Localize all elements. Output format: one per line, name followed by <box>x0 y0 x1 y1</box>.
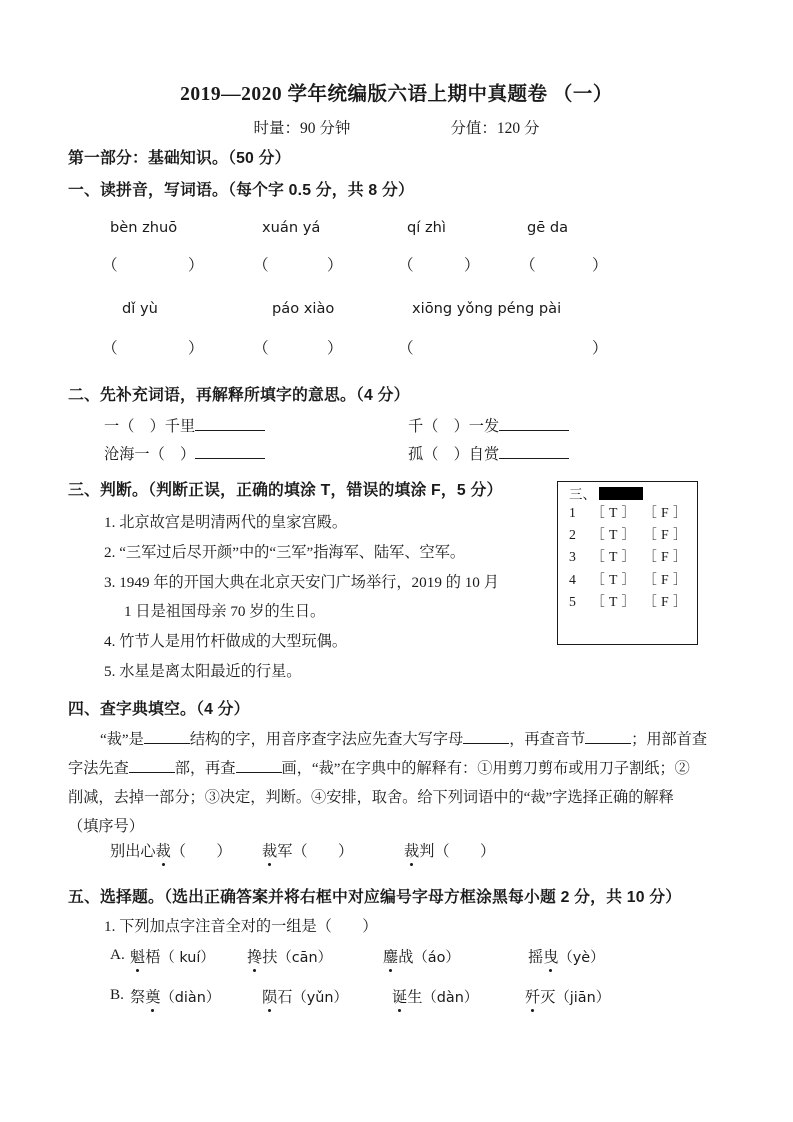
emphasized-char: 搀 <box>247 946 262 967</box>
dictionary-instruction-line: （填序号） <box>68 818 144 835</box>
explain-blank[interactable] <box>499 458 569 459</box>
emphasized-char: 裁 <box>262 840 277 861</box>
section-two-heading: 二、先补充词语，再解释所填字的意思。（4 分） <box>68 387 410 404</box>
choice-pinyin: （dàn） <box>422 990 479 1006</box>
answer-blank[interactable]: （ <box>253 340 269 357</box>
explain-blank[interactable] <box>499 430 569 431</box>
dict-text-c: 画，“裁”在字典中的解释有：①用剪刀剪布或用刀子割纸；② <box>281 760 690 777</box>
mc-choice-b-3 <box>392 986 478 1007</box>
stroke-count-blank[interactable] <box>236 772 282 773</box>
answer-blank-close: ） <box>592 257 608 274</box>
idiom-text: 沧海一（ ） <box>104 446 196 463</box>
answer-box-section-number: 三、 <box>569 487 596 502</box>
answer-row[interactable] <box>558 591 697 613</box>
dict-text-a: 字法先查 <box>68 760 129 777</box>
judgment-item: 5. 水星是离太阳最近的行星。 <box>104 663 302 680</box>
pinyin-item: gē da <box>527 219 569 236</box>
answer-option-true[interactable]: ［ T ］ <box>591 526 636 542</box>
redaction-bar <box>599 487 643 500</box>
choice-pinyin: （ kuí） <box>160 950 215 966</box>
dict-text-b: 部，再查 <box>174 760 236 777</box>
answer-option-false[interactable]: ［ F ］ <box>643 526 688 542</box>
choice-pinyin: （cān） <box>277 950 333 966</box>
dict-answer-item-1[interactable] <box>110 840 232 861</box>
answer-row-number: 3 <box>569 549 577 565</box>
answer-blank[interactable]: （ <box>520 257 536 274</box>
answer-option-false[interactable]: ［ F ］ <box>643 571 688 587</box>
dictionary-definitions-line: 削减，去掉一部分；③决定，判断。④安排，取舍。给下列词语中的“裁”字选择正确的解释 <box>68 789 674 806</box>
explain-blank[interactable] <box>195 430 265 431</box>
answer-option-true[interactable]: ［ T ］ <box>591 594 636 610</box>
mc-choice-a-4 <box>528 946 605 967</box>
mc-choice-a-2 <box>247 946 332 967</box>
answer-sheet-box-section-three[interactable] <box>557 481 698 645</box>
judgment-item: 4. 竹节人是用竹杆做成的大型玩偶。 <box>104 633 347 650</box>
answer-row-number: 5 <box>569 594 577 610</box>
choice-rest: 灭 <box>540 989 556 1006</box>
answer-row-number: 1 <box>569 504 577 520</box>
choice-rest: 梧 <box>145 949 161 966</box>
exam-duration: 时量：90 分钟 <box>253 120 351 137</box>
choice-pinyin: （yè） <box>558 950 605 966</box>
syllable-blank[interactable] <box>585 743 631 744</box>
answer-blank-close: ） <box>592 340 608 357</box>
choice-rest: 战 <box>398 949 414 966</box>
choice-rest: 石 <box>277 989 293 1006</box>
pinyin-item: xuán yá <box>262 219 321 236</box>
pinyin-item: xiōng yǒng péng pài <box>412 300 562 317</box>
choice-pinyin: （yǔn） <box>292 990 348 1006</box>
mc-option-label-b: B. <box>110 986 124 1003</box>
idiom-item-2[interactable] <box>408 415 569 436</box>
answer-row-number: 2 <box>569 526 577 542</box>
dict-text-a: “裁”是 <box>100 731 144 748</box>
answer-option-true[interactable]: ［ T ］ <box>591 571 636 587</box>
idiom-item-4[interactable] <box>408 443 569 464</box>
explain-blank[interactable] <box>195 458 265 459</box>
emphasized-char: 鏖 <box>383 946 398 967</box>
answer-option-false[interactable]: ［ F ］ <box>643 594 688 610</box>
choice-pre: 摇 <box>528 949 544 966</box>
answer-option-true[interactable]: ［ T ］ <box>591 549 636 565</box>
answer-option-false[interactable]: ［ F ］ <box>643 504 688 520</box>
idiom-item-3[interactable] <box>104 443 265 464</box>
idiom-text: 千（ ）一发 <box>408 418 500 435</box>
word-blank[interactable]: 军（ ） <box>277 843 354 860</box>
answer-blank[interactable]: （ <box>253 257 269 274</box>
dict-answer-item-3[interactable] <box>404 840 495 861</box>
mc-option-label-a: A. <box>110 946 125 963</box>
idiom-text: 一（ ）千里 <box>104 418 196 435</box>
answer-blank-close: ） <box>188 257 204 274</box>
pinyin-item: qí zhì <box>407 219 446 236</box>
answer-blank[interactable]: （ <box>398 340 414 357</box>
dict-answer-item-2[interactable] <box>262 840 353 861</box>
emphasized-char: 裁 <box>156 840 171 861</box>
choice-rest: 生 <box>407 989 423 1006</box>
radical-blank[interactable] <box>129 772 175 773</box>
pinyin-item: dǐ yù <box>122 300 158 317</box>
mc-choice-a-3 <box>383 946 460 967</box>
answer-box-label <box>558 482 697 502</box>
emphasized-char: 奠 <box>145 986 160 1007</box>
exam-meta <box>0 116 793 138</box>
structure-blank[interactable] <box>144 743 190 744</box>
mc-choice-b-4 <box>525 986 610 1007</box>
dict-text-c: ，再查音节 <box>509 731 586 748</box>
word-prefix: 别出心 <box>110 843 156 860</box>
emphasized-char: 裁 <box>404 840 419 861</box>
answer-blank[interactable]: （ <box>102 257 118 274</box>
section-five-heading: 五、选择题。（选出正确答案并将右框中对应编号字母方框涂黑每小题 2 分，共 10 分） <box>68 889 682 906</box>
exam-total-score: 分值：120 分 <box>450 120 540 137</box>
emphasized-char: 陨 <box>262 986 277 1007</box>
judgment-item: 3. 1949 年的开国大典在北京天安门广场举行，2019 的 10 月 <box>104 574 499 591</box>
emphasized-char: 诞 <box>392 986 407 1007</box>
word-blank[interactable]: （ ） <box>170 843 232 860</box>
initial-letter-blank[interactable] <box>463 743 509 744</box>
dictionary-fill-line-2[interactable] <box>68 757 690 778</box>
part-one-heading: 第一部分：基础知识。（50 分） <box>68 150 291 167</box>
choice-pinyin: （jiān） <box>555 990 611 1006</box>
answer-row[interactable] <box>558 502 697 524</box>
page-title: 2019—2020 学年统编版六语上期中真题卷 （一） <box>180 84 613 105</box>
choice-pre: 祭 <box>130 989 146 1006</box>
idiom-item-1[interactable] <box>104 415 265 436</box>
answer-blank[interactable]: （ <box>102 340 118 357</box>
answer-option-false[interactable]: ［ F ］ <box>643 549 688 565</box>
answer-row[interactable] <box>558 524 697 546</box>
answer-row-number: 4 <box>569 571 577 587</box>
answer-blank[interactable]: （ <box>398 257 414 274</box>
emphasized-char: 魁 <box>130 946 145 967</box>
judgment-item: 2. “三军过后尽开颜”中的“三军”指海军、陆军、空军。 <box>104 544 466 561</box>
pinyin-item: páo xiào <box>272 300 335 317</box>
answer-row[interactable] <box>558 569 697 591</box>
answer-blank-close: ） <box>464 257 480 274</box>
answer-row[interactable] <box>558 546 697 568</box>
judgment-item-cont: 1 日是祖国母亲 70 岁的生日。 <box>124 603 326 620</box>
dict-text-d: ；用部首查 <box>631 731 708 748</box>
emphasized-char: 曳 <box>543 946 558 967</box>
emphasized-char: 歼 <box>525 986 540 1007</box>
answer-blank-close: ） <box>188 340 204 357</box>
section-one-heading: 一、读拼音，写词语。（每个字 0.5 分，共 8 分） <box>68 182 414 199</box>
mc-choice-a-1 <box>130 946 215 967</box>
dictionary-fill-line-1[interactable] <box>100 728 707 749</box>
mc-choice-b-2 <box>262 986 348 1007</box>
choice-pinyin: （áo） <box>413 950 460 966</box>
judgment-item: 1. 北京故宫是明清两代的皇家宫殿。 <box>104 514 347 531</box>
choice-rest: 扶 <box>262 949 278 966</box>
answer-option-true[interactable]: ［ T ］ <box>591 504 636 520</box>
idiom-text: 孤（ ）自赏 <box>408 446 500 463</box>
answer-blank-close: ） <box>327 257 343 274</box>
pinyin-item: bèn zhuō <box>110 219 178 236</box>
answer-blank-close: ） <box>327 340 343 357</box>
mc-choice-b-1 <box>130 986 220 1007</box>
section-three-heading: 三、判断。（判断正误，正确的填涂 T，错误的填涂 F，5 分） <box>68 482 503 499</box>
word-blank[interactable]: 判（ ） <box>419 843 496 860</box>
dict-text-b: 结构的字，用音序查字法应先查大写字母 <box>189 731 464 748</box>
mc-question-1: 1. 下列加点字注音全对的一组是（ ） <box>104 918 378 935</box>
choice-pinyin: （diàn） <box>160 990 221 1006</box>
section-four-heading: 四、查字典填空。（4 分） <box>68 701 250 718</box>
